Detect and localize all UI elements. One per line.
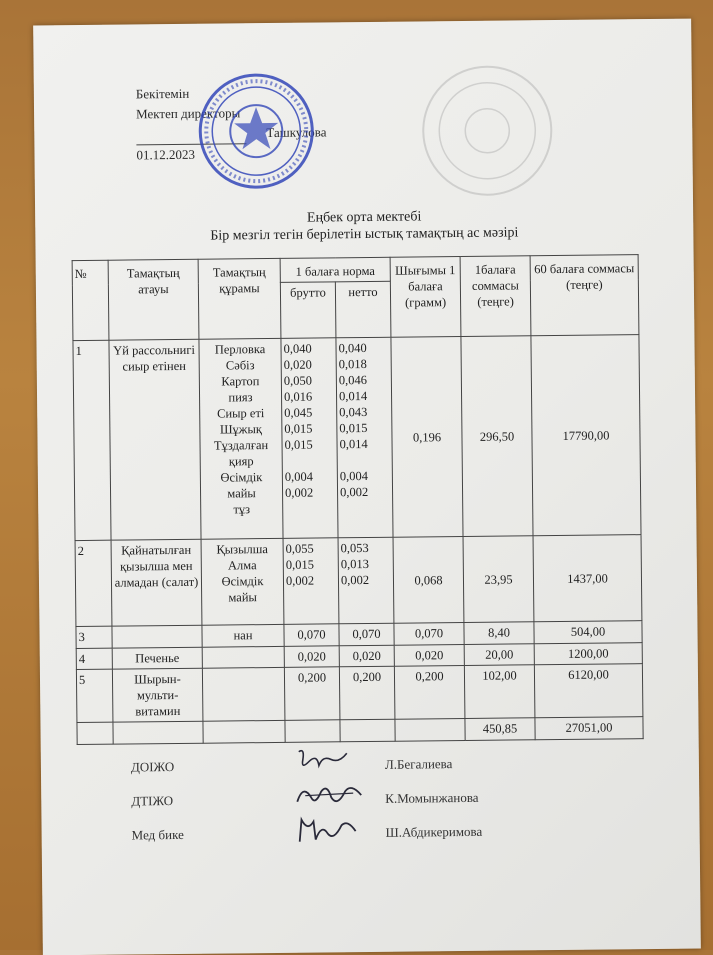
- approval-director: Ташкулова: [266, 124, 327, 141]
- netto-cell: [336, 337, 393, 538]
- netto-value: 0,018: [338, 356, 367, 372]
- brutto-value: 0,200: [284, 667, 340, 721]
- empty-cell: [203, 720, 285, 743]
- header-cost-sixty: 60 балаға соммасы (теңге): [530, 255, 639, 336]
- cost-sixty-value: 6120,00: [534, 664, 643, 718]
- netto-value: 0,043: [339, 404, 368, 420]
- dish-name: [112, 625, 202, 648]
- approval-heading: Бекітемін: [135, 85, 190, 102]
- signatures-block: [130, 755, 591, 843]
- brutto-cell: [281, 338, 338, 539]
- cost-one-value: 8,40: [464, 622, 534, 645]
- yield-value: 0,020: [394, 644, 464, 666]
- brutto-value: 0,045: [284, 405, 313, 420]
- netto-value: 0,053: [340, 540, 369, 556]
- handwritten-signature-icon: [291, 745, 371, 780]
- official-stamp-icon: [196, 71, 317, 192]
- total-cost-sixty: 27051,00: [535, 717, 643, 740]
- brutto-value: 0,020: [284, 646, 339, 668]
- menu-table: [72, 254, 644, 745]
- ingredient-empty: [202, 667, 285, 721]
- table-row: [76, 664, 643, 723]
- netto-value: 0,002: [339, 484, 369, 500]
- netto-value: 0,200: [339, 666, 395, 720]
- row-num: 1: [73, 340, 111, 540]
- empty-cell: [77, 722, 113, 744]
- total-cost-one: 450,85: [465, 718, 535, 741]
- netto-value: 0,014: [339, 436, 368, 452]
- brutto-value: 0,040: [283, 341, 312, 356]
- table-row: [75, 535, 642, 627]
- ingredients-cell: [201, 538, 284, 625]
- signature-name: Л.Бегалиева: [384, 756, 453, 772]
- netto-value: 0,046: [338, 372, 368, 388]
- header-norm: 1 балаға норма: [280, 257, 390, 282]
- row-num: 5: [76, 669, 113, 722]
- signature-role: ДОІЖО: [130, 759, 175, 775]
- ingredients-cell: [199, 338, 283, 539]
- header-yield: Шығымы 1 балаға (грамм): [390, 257, 461, 338]
- netto-value: 0,014: [338, 388, 368, 404]
- yield-value: 0,196: [391, 337, 463, 538]
- brutto-value: 0,050: [283, 373, 313, 388]
- netto-spacer: [340, 452, 390, 469]
- brutto-spacer: [285, 452, 335, 469]
- brutto-value: 0,002: [285, 573, 315, 588]
- header-num: №: [72, 260, 109, 340]
- signature-role: Мед бике: [131, 826, 184, 843]
- cost-one-value: 23,95: [463, 536, 534, 623]
- header-composition: Тамақтың құрамы: [198, 258, 281, 339]
- header-netto: нетто: [335, 281, 391, 338]
- brutto-value: 0,015: [285, 557, 315, 572]
- netto-value: 0,020: [339, 645, 394, 667]
- ingredient: Алма: [227, 558, 257, 573]
- empty-cell: [340, 719, 395, 742]
- netto-value: 0,040: [338, 340, 367, 356]
- brutto-value: 0,016: [283, 389, 313, 404]
- totals-row: [77, 717, 643, 745]
- cost-sixty-value: 1437,00: [533, 535, 642, 622]
- ingredient: тұз: [233, 502, 251, 517]
- table-row: [73, 335, 641, 541]
- cost-sixty-value: 1200,00: [534, 643, 642, 665]
- ingredient: Сиыр еті: [216, 406, 265, 421]
- row-num: 2: [75, 540, 112, 626]
- signature-name: Ш.Абдикеримова: [385, 823, 483, 840]
- netto-value: 0,015: [339, 420, 368, 436]
- netto-value: 0,070: [339, 623, 394, 646]
- header-dish-name: Тамақтың атауы: [108, 259, 199, 340]
- row-num: 4: [76, 648, 112, 669]
- signature-role: ДТІЖО: [131, 793, 174, 809]
- signature-name: К.Момынжанова: [385, 789, 479, 806]
- yield-value: 0,068: [393, 536, 464, 623]
- cost-sixty-value: 17790,00: [531, 335, 641, 536]
- netto-value: 0,002: [340, 572, 370, 588]
- ingredient: қияр: [228, 454, 254, 469]
- brutto-cell: [283, 538, 339, 625]
- menu-title: Бір мезгіл тегін берілетін ыстық тамақтың ас мәзірі: [210, 225, 519, 244]
- header-brutto: брутто: [280, 282, 336, 339]
- ingredient: майы: [228, 590, 257, 605]
- signature-row: [132, 823, 592, 852]
- document-sheet: [33, 19, 701, 955]
- brutto-value: 0,055: [285, 541, 314, 556]
- brutto-value: 0,015: [284, 421, 313, 436]
- handwritten-signature-icon: [291, 779, 371, 814]
- netto-value: 0,004: [339, 468, 369, 484]
- cost-one-value: 20,00: [464, 644, 534, 666]
- brutto-value: 0,020: [283, 357, 312, 372]
- header-cost-one: 1балаға соммасы (теңге): [460, 256, 531, 337]
- dish-name: Печенье: [112, 647, 202, 669]
- empty-cell: [285, 720, 340, 743]
- handwritten-signature-icon: [291, 813, 371, 848]
- ingredient-empty: [202, 646, 284, 668]
- dish-name: Шырын-мульти-витамин: [112, 668, 203, 722]
- school-name: Еңбек орта мектебі: [306, 209, 422, 226]
- empty-cell: [395, 718, 465, 741]
- cost-one-value: 102,00: [464, 665, 535, 719]
- ingredient: пияз: [228, 390, 253, 405]
- netto-cell: [338, 537, 394, 624]
- faint-stamp-icon: [417, 60, 558, 201]
- dish-name: Қайнатылған қызылша мен алмадан (салат): [111, 539, 202, 626]
- ingredient: Перловка: [214, 342, 266, 357]
- empty-cell: [113, 721, 203, 744]
- brutto-value: 0,070: [284, 624, 339, 647]
- yield-value: 0,070: [394, 622, 464, 645]
- dish-name: Үй рассольнигі сиыр етінен: [109, 339, 201, 540]
- cost-one-value: 296,50: [461, 336, 533, 537]
- approval-date: 01.12.2023: [136, 143, 246, 165]
- ingredient: Өсімдік: [221, 574, 264, 589]
- brutto-value: 0,002: [284, 485, 314, 500]
- brutto-value: 0,004: [284, 469, 314, 484]
- ingredient: майы: [227, 486, 256, 501]
- ingredient: Шұжық: [219, 422, 262, 437]
- ingredient: Тұздалған: [213, 438, 269, 453]
- row-num: 3: [76, 626, 112, 648]
- netto-value: 0,013: [340, 556, 370, 572]
- ingredient: Қызылша: [216, 542, 268, 557]
- ingredient: Сәбіз: [225, 358, 255, 373]
- cost-sixty-value: 504,00: [534, 621, 642, 644]
- approval-position: Мектеп директоры: [136, 105, 241, 122]
- brutto-value: 0,015: [284, 437, 313, 452]
- yield-value: 0,200: [394, 665, 465, 719]
- ingredient: Картоп: [221, 374, 260, 389]
- ingredient: нан: [202, 624, 284, 647]
- ingredient: Өсімдік: [220, 470, 263, 485]
